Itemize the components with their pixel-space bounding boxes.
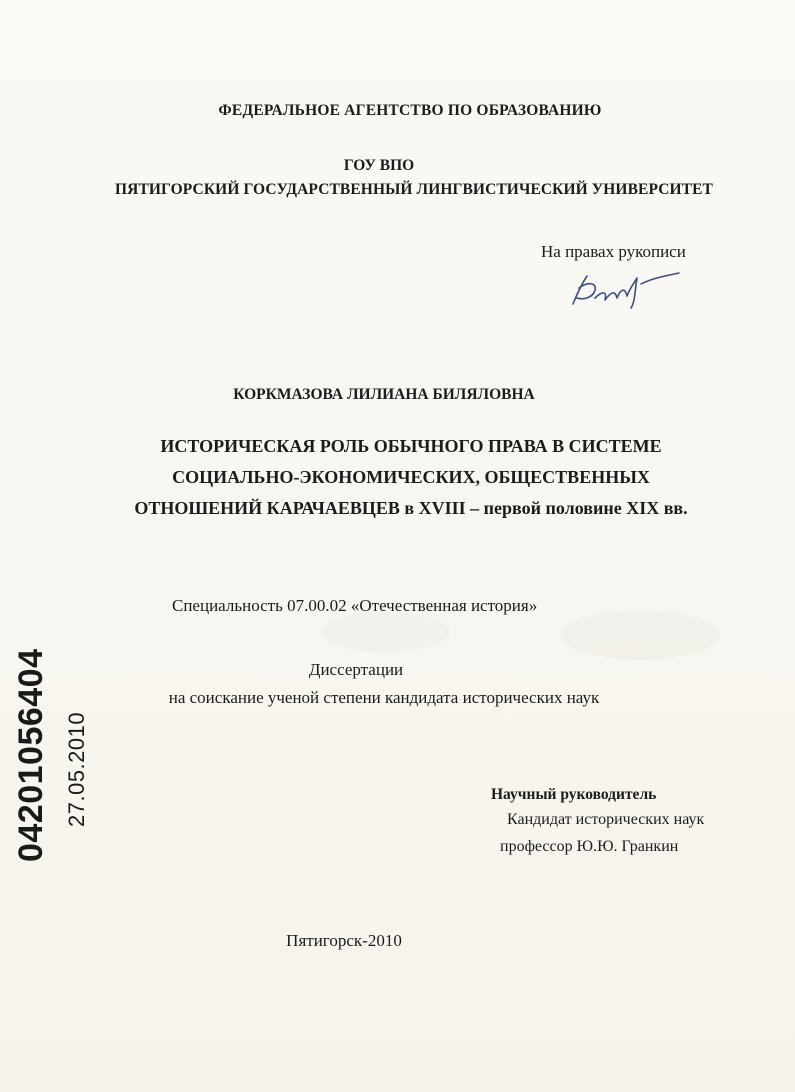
specialty-line: Специальность 07.00.02 «Отечественная история» [172,596,538,615]
paper-smudge [560,610,720,660]
city-year: Пятигорск-2010 [286,931,402,950]
handwritten-signature [565,268,685,314]
manuscript-note: На правах рукописи [541,242,686,261]
library-stamp-date: 27.05.2010 [64,711,89,827]
agency-heading: ФЕДЕРАЛЬНОЕ АГЕНТСТВО ПО ОБРАЗОВАНИЮ [218,102,602,119]
library-stamp-code: 04201056404 [12,648,50,862]
institution-type: ГОУ ВПО [343,157,415,174]
dissertation-title-line-1: ИСТОРИЧЕСКАЯ РОЛЬ ОБЫЧНОГО ПРАВА В СИСТЕМЕ [160,436,662,456]
author-name: КОРКМАЗОВА ЛИЛИАНА БИЛЯЛОВНА [233,386,535,403]
dissertation-label: Диссертации [308,660,404,679]
supervisor-degree: Кандидат исторических наук [507,811,705,828]
university-name: ПЯТИГОРСКИЙ ГОСУДАРСТВЕННЫЙ ЛИНГВИСТИЧЕСКИЙ УНИВЕРСИТЕТ [115,181,713,198]
supervisor-name: профессор Ю.Ю. Гранкин [500,838,679,855]
degree-line: на соискание ученой степени кандидата исторических наук [168,688,600,707]
dissertation-title-line-2: СОЦИАЛЬНО-ЭКОНОМИЧЕСКИХ, ОБЩЕСТВЕННЫХ [172,467,650,487]
dissertation-title-line-3: ОТНОШЕНИЙ КАРАЧАЕВЦЕВ в XVIII – первой половине XIX вв. [134,498,688,518]
paper-smudge [320,612,450,652]
supervisor-label: Научный руководитель [491,786,657,803]
